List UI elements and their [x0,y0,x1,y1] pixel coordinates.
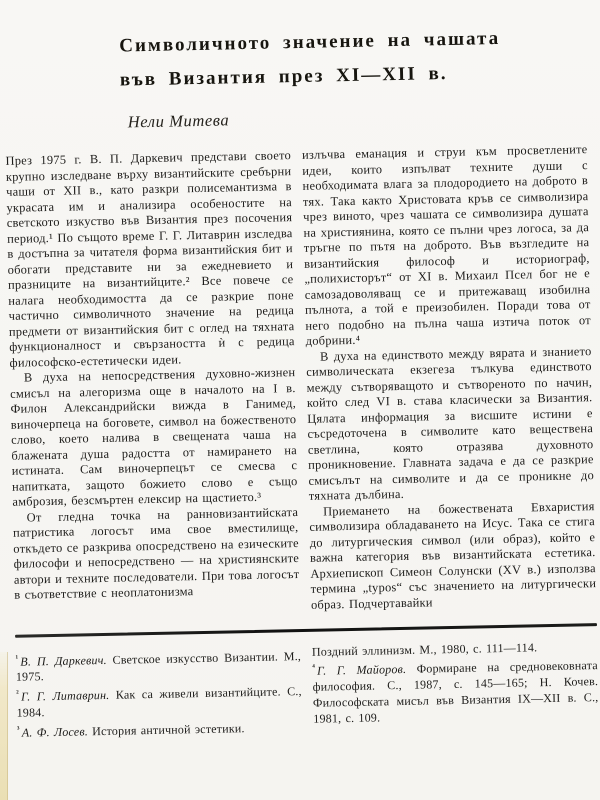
body-columns [5,142,596,619]
paragraph: В духа на непосредствения духовно-жизнен смисъл на алегоризма още в началото на I в. Филон Александрийски вижда в Ганимед, виночерпеца на боговете, символ на божественото слово, което налива в свещената чаша на блажената душа радостта от намирането на истината. Сам виночерпецът се смесва с напитката, защото божието слово е също амброзия, безсмъртен елексир на щастието.³ [10,365,298,509]
footnotes-right-column [312,639,599,736]
paragraph: От гледна точка на ранновизантийската патристика логосът има свое вместилище, откъдето се разкрива опосредствено на езическите философи и непосредствено — на християнските автори и техните последователи. При това логосът в съответствие с неоплатонизма [12,504,300,602]
footnotes [15,639,599,742]
right-column [302,142,597,613]
paragraph: Приемането на божествената Евхаристия символизира обладаването на Исус. Така се стига до литургическия символ (или образ), който е важна категория във византийската естетика. Архиепископ Симеон Солунски (XV в.) използва термина „typos“ със значението на литургически образ. Подчертавайки [309,498,597,612]
footnote-text: Светское изкусство Византии. М., 1975. [15,648,302,685]
footnote-marker: ⁴ [312,662,316,673]
footnote-2 [16,680,302,721]
paragraph: В духа на единството между вярата и знанието символическата екзегеза тълкува единството между сътворяващото и сътвореното по начин, който след VI в. става класически за Византия. Цялата информация за висшите истини е съсредоточена в символите като веществена светлина, която отразява духовното проникновение. Главната задача е да се разкрие смисълът на символите и да се проникне до тяхната дълбина. [306,343,595,503]
author-name: Нели Митева [127,110,230,132]
article-title [119,20,594,97]
footnote-marker: ¹ [15,652,19,663]
footnote-marker: ² [16,687,20,698]
footnote-divider [15,623,597,637]
footnote-text: Формиране на средновековната философия. С., 1987, с. 145—165; Н. Кочев. Философската мисъл във Византия IX—XII в. С., 1981, с. 109. [312,658,599,726]
title-line-1: Символичното значение на чашата [119,27,501,57]
footnote-text: Как са живели византийците. С., 1984. [16,684,302,720]
paragraph: излъчва еманация и струи към просветлените идеи, които изпълват техните души с необходимата влага за плодородието на доброто в тях. Така както Христовата кръв се символизира чрез виното, чрез чашата се символизира душата на християнина, която се пълни чрез логоса, за да тръгне по пътя на доброто. Във възгледите на византийския философ и историограф, „полихисторът“ от XI в. Михаил Псел бог не е самозадоволяващ се и притежаващ изобилна пълнота, а той е преизобилен. Поради това от него подобно на пълна чаша изтича поток от добрини.⁴ [301,142,591,348]
title-line-2: във Византия през XI—XII в. [119,62,448,91]
footnote-1 [15,645,301,686]
footnote-author: А. Ф. Лосев. [21,724,89,740]
footnote-text: Поздний эллинизм. М., 1980, с. 111—114. [311,639,538,659]
footnote-marker: ³ [16,723,20,734]
footnotes-left-column [15,645,302,742]
left-column [5,148,300,619]
footnote-4 [312,654,599,727]
footnote-author: В. П. Даркевич. [20,652,107,669]
footnote-author: Г. Г. Литаврин. [20,687,110,704]
paragraph: През 1975 г. В. П. Даркевич представи своето крупно изследване върху византийските сребърни чаши от XII в., като разкри полисемантизма в украсата им и анализира особеностите на светското изкуство във Византия през посочения период.¹ По същото време Г. Г. Литаврин изследва в достъпна за читателя форма византийския бит и обогати представите ни за ежедневието и празниците на византийците.² Все повече се налага необходимостта да се разкрие поне частично символичното значение на редица предмети от византийския бит с оглед на тяхната функционалност и свързаността ѝ с редица философско-естетически идеи. [5,148,295,370]
footnote-text: История античной эстетики. [92,720,245,738]
footnote-author: Г. Г. Майоров. [316,662,407,679]
